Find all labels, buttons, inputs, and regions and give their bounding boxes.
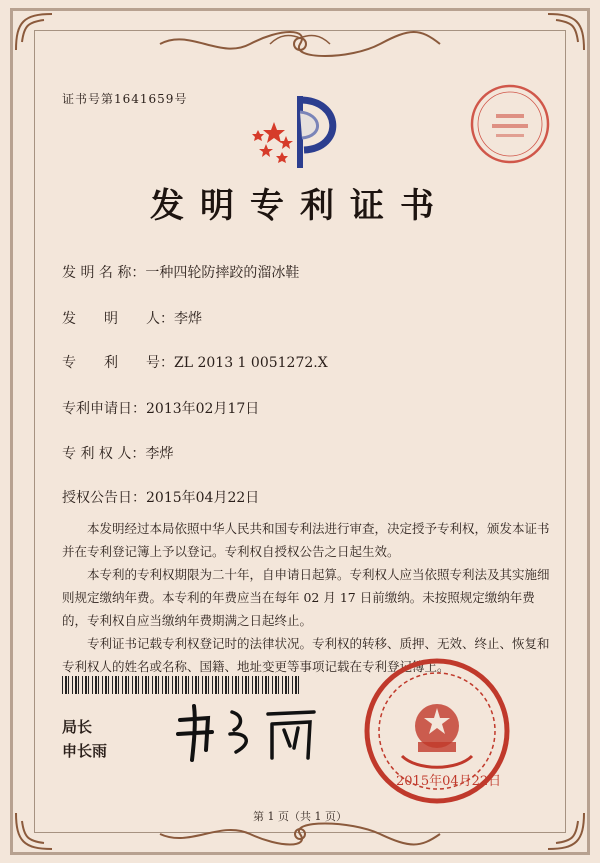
field-value: 2013年02月17日	[146, 401, 260, 417]
field-value: ZL 2013 1 0051272.X	[174, 355, 328, 371]
field-inventor	[62, 308, 202, 328]
field-grant-date	[62, 487, 259, 507]
field-value: 一种四轮防摔跤的溜冰鞋	[145, 265, 300, 281]
field-patentee	[62, 443, 173, 463]
top-ornament-icon	[150, 26, 450, 62]
field-value: 2015年04月22日	[146, 490, 260, 506]
field-label: 发 明 名 称：	[62, 265, 146, 281]
certificate-number: 证书号第1641659号	[62, 92, 188, 106]
field-filing-date	[62, 398, 259, 418]
page-title: 发明专利证书	[150, 186, 450, 226]
patent-office-logo-icon	[252, 92, 352, 172]
corner-ornament-icon	[14, 12, 54, 52]
field-value: 李烨	[174, 311, 202, 327]
body-paragraph: 本发明经过本局依照中华人民共和国专利法进行审查，决定授予专利权，颁发本证书并在专利登记簿上予以登记。专利权自授权公告之日起生效。	[62, 521, 550, 559]
field-label: 专 利 权 人：	[62, 446, 146, 462]
signature-title: 局长	[62, 718, 93, 736]
field-label: 专利申请日：	[62, 401, 146, 417]
body-paragraph: 本专利的专利权期限为二十年，自申请日起算。专利权人应当依照专利法及其实施细则规定缴纳年费。本专利的年费应当在每年 02 月 17 日前缴纳。未按照规定缴纳年费的，专利权自应当缴纳年费期满之日起终止。	[62, 567, 550, 628]
agency-seal-icon	[468, 82, 552, 166]
body-paragraph: 专利证书记载专利权登记时的法律状况。专利权的转移、质押、无效、终止、恢复和专利权人的姓名或名称、国籍、地址变更等事项记载在专利登记簿上。	[62, 636, 550, 674]
field-patent-number	[62, 352, 328, 372]
handwritten-signature-icon	[172, 702, 322, 764]
field-value: 李烨	[145, 446, 174, 462]
page-footer: 第 1 页（共 1 页）	[253, 810, 347, 823]
corner-ornament-icon	[546, 12, 586, 52]
field-label: 发 明 人：	[62, 311, 174, 327]
seal-date: 2015年04月22日	[396, 774, 502, 789]
signature-name: 申长雨	[62, 742, 108, 760]
field-invention-name	[62, 262, 299, 282]
field-label: 授权公告日：	[62, 490, 146, 506]
certificate-body	[62, 517, 550, 678]
field-label: 专 利 号：	[62, 355, 174, 371]
barcode	[62, 676, 302, 694]
